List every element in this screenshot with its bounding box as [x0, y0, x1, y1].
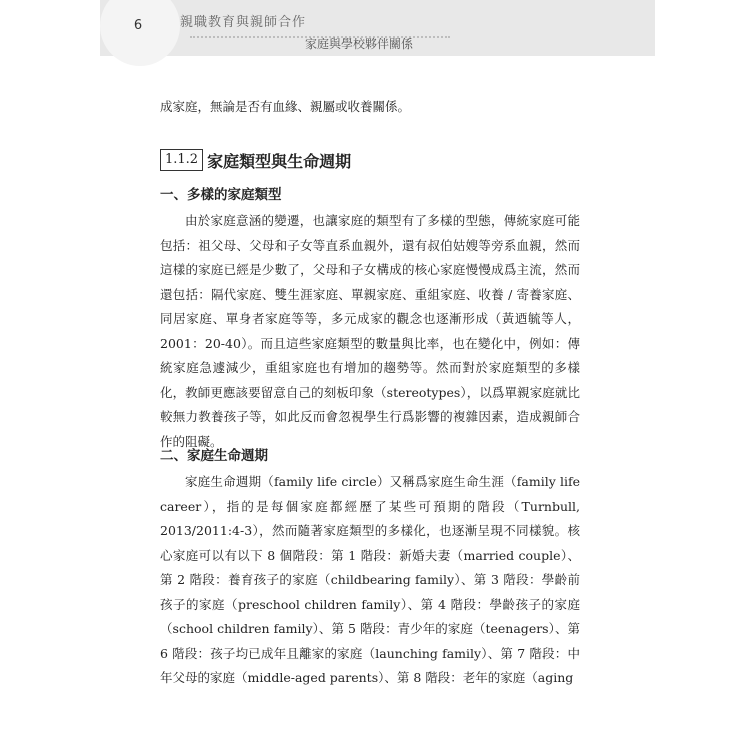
paragraph-text: 由於家庭意涵的變遷，也讓家庭的類型有了多樣的型態，傳統家庭可能包括：祖父母、父母和子女等直系血親外，還有叔伯姑嫂等旁系血親，然而這樣的家庭已經是少數了，父母和子女構成的核心家庭慢慢成爲主流，然而還包括：隔代家庭、雙生涯家庭、單親家庭、重組家庭、收養 / 寄養家庭、同居家庭、單身者家庭等等，多元成家的觀念也逐漸形成（黃迺毓等人，2001：20-40）。而且這些家庭類型的數量與比率，也在變化中，例如：傳統家庭急遽減少，重組家庭也有增加的趨勢等。然而對於家庭類型的多樣化，教師更應該要留意自己的刻板印象（stereotypes），以爲單親家庭就比較無力教養孩子等，如此反而會忽視學生行爲影響的複雜因素，造成親師合作的阻礙。: [160, 213, 580, 449]
chapter-title: 家庭與學校夥伴關係: [305, 37, 414, 51]
section-heading: [160, 147, 351, 173]
book-page: [100, 0, 655, 750]
book-title: 親職教育與親師合作: [180, 15, 307, 30]
page-number: 6: [133, 18, 143, 33]
subsection-heading-family-types: 一、多樣的家庭類型: [160, 187, 282, 203]
intro-text: 成家庭，無論是否有血緣、親屬或收養關係。: [160, 99, 411, 114]
section-number: 1.1.2: [160, 149, 203, 171]
paragraph-life-cycle: [160, 470, 580, 691]
paragraph-text: 家庭生命週期（family life circle）又稱爲家庭生命生涯（family life career），指的是每個家庭都經歷了某些可預期的階段（Turnbull, 2013/2011:4-3），然而隨著家庭類型的多樣化，也逐漸呈現不同樣貌。核心家庭可以有以下 8 個階段：第 1 階段：新婚夫妻（married couple）、第 2 階段：養育孩子的家庭（childbearing family）、第 3 階段：學齡前孩子的家庭（preschool children family）、第 4 階段：學齡孩子的家庭（school children family）、第 5 階段：青少年的家庭（teenagers）、第 6 階段：孩子均已成年且離家的家庭（launching family）、第 7 階段：中年父母的家庭（middle-aged parents）、第 8 階段：老年的家庭（aging: [160, 474, 580, 685]
section-title: 家庭類型與生命週期: [207, 151, 352, 171]
page-header: [100, 0, 655, 56]
paragraph-family-types: [160, 209, 580, 454]
page-number-badge: [100, 0, 180, 66]
subsection-heading-life-cycle: 二、家庭生命週期: [160, 448, 268, 464]
